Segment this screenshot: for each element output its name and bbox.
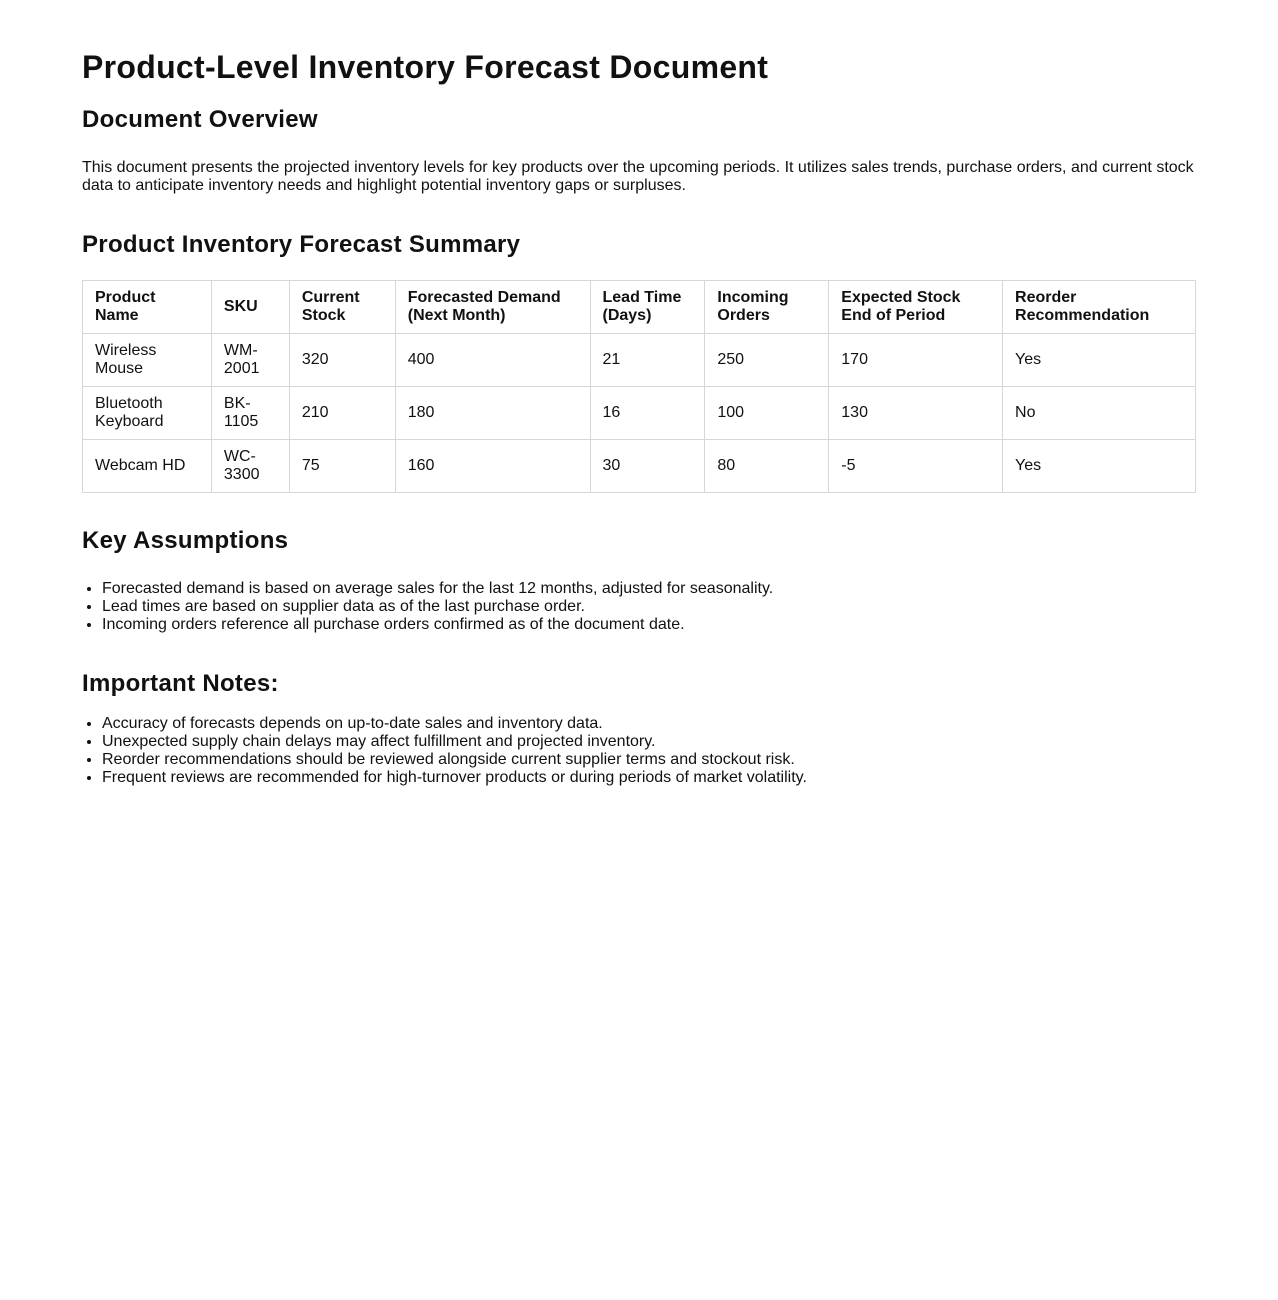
table-cell: No xyxy=(1003,386,1196,439)
column-header: Forecasted Demand (Next Month) xyxy=(395,280,590,333)
table-cell: 320 xyxy=(289,333,395,386)
table-cell: 100 xyxy=(705,386,829,439)
table-cell: 170 xyxy=(829,333,1003,386)
table-cell: 160 xyxy=(395,439,590,492)
assumptions-section xyxy=(82,527,1196,634)
table-cell: 30 xyxy=(590,439,705,492)
table-cell: 16 xyxy=(590,386,705,439)
overview-heading: Document Overview xyxy=(82,106,318,134)
table-cell: WM-2001 xyxy=(211,333,289,386)
overview-text: This document presents the projected inventory levels for key products over the upcoming periods. It utilizes sales trends, purchase orders, and current stock data to anticipate inventory needs and highlight potential inventory gaps or surpluses. xyxy=(82,159,1194,195)
table-cell: 80 xyxy=(705,439,829,492)
table-cell: BK-1105 xyxy=(211,386,289,439)
column-header: Current Stock xyxy=(289,280,395,333)
inventory-forecast-table xyxy=(82,280,1196,493)
column-header: Lead Time (Days) xyxy=(590,280,705,333)
column-header: SKU xyxy=(211,280,289,333)
table-row xyxy=(83,386,1196,439)
summary-heading: Product Inventory Forecast Summary xyxy=(82,231,521,259)
overview-section xyxy=(82,106,1196,195)
list-item: • Frequent reviews are recommended for high-turnover products or during periods of market volatility. xyxy=(102,769,1196,787)
table-cell: 130 xyxy=(829,386,1003,439)
list-item: • Reorder recommendations should be reviewed alongside current supplier terms and stockout risk. xyxy=(102,751,1196,769)
table-cell: 250 xyxy=(705,333,829,386)
table-header-row xyxy=(83,280,1196,333)
table-cell: 75 xyxy=(289,439,395,492)
column-header: Product Name xyxy=(83,280,212,333)
page-title: Product-Level Inventory Forecast Document xyxy=(82,49,769,85)
assumptions-heading: Key Assumptions xyxy=(82,526,289,554)
column-header: Incoming Orders xyxy=(705,280,829,333)
column-header: Reorder Recommendation xyxy=(1003,280,1196,333)
table-cell: 400 xyxy=(395,333,590,386)
table-row xyxy=(83,333,1196,386)
list-item: • Lead times are based on supplier data as of the last purchase order. xyxy=(102,598,1196,616)
summary-section xyxy=(82,231,1196,493)
table-cell: Webcam HD xyxy=(83,439,212,492)
notes-list xyxy=(82,715,1196,787)
list-item: • Accuracy of forecasts depends on up-to-date sales and inventory data. xyxy=(102,715,1196,733)
table-cell: 21 xyxy=(590,333,705,386)
notes-section xyxy=(82,670,1196,787)
table-cell: Wireless Mouse xyxy=(83,333,212,386)
list-item: • Unexpected supply chain delays may affect fulfillment and projected inventory. xyxy=(102,733,1196,751)
column-header: Expected Stock End of Period xyxy=(829,280,1003,333)
assumptions-list xyxy=(82,580,1196,634)
list-item: • Forecasted demand is based on average sales for the last 12 months, adjusted for seasonality. xyxy=(102,580,1196,598)
table-cell: -5 xyxy=(829,439,1003,492)
table-cell: WC-3300 xyxy=(211,439,289,492)
table-cell: 180 xyxy=(395,386,590,439)
table-cell: Yes xyxy=(1003,333,1196,386)
table-cell: 210 xyxy=(289,386,395,439)
table-row xyxy=(83,439,1196,492)
table-cell: Yes xyxy=(1003,439,1196,492)
table-cell: Bluetooth Keyboard xyxy=(83,386,212,439)
notes-heading: Important Notes: xyxy=(82,669,279,697)
list-item: • Incoming orders reference all purchase orders confirmed as of the document date. xyxy=(102,616,1196,634)
